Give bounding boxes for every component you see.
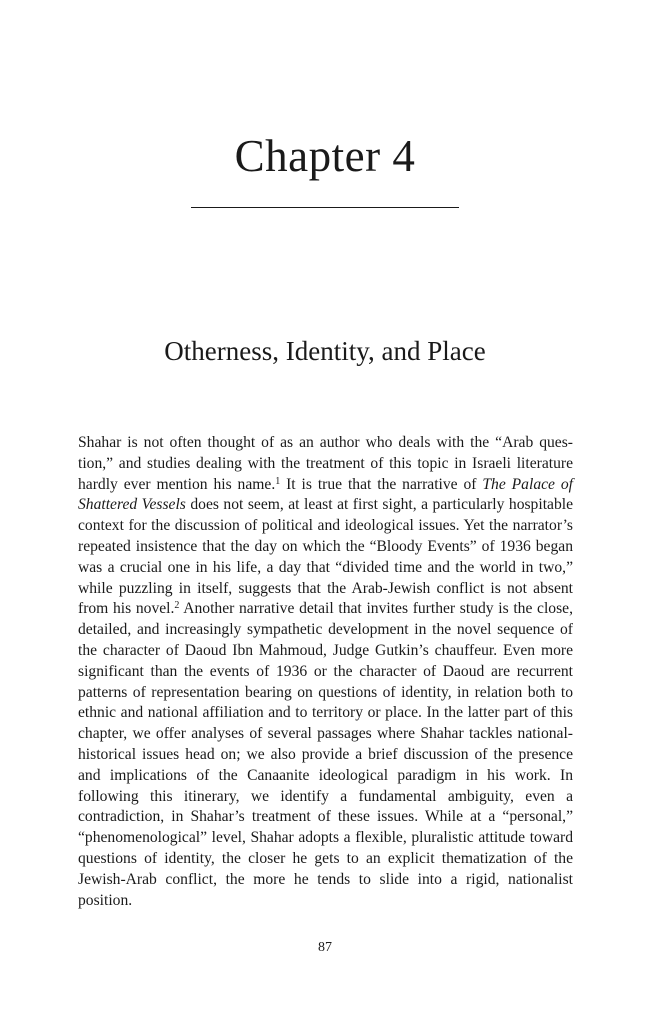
paragraph [78,433,573,911]
chapter-heading: Chapter 4 [234,131,416,181]
page-number: 87 [318,940,332,955]
text-run: Another narrative detail that invites further study is the close, detailed, and increasingly sympathetic development in the novel sequence of the character of Daoud Ibn Mahmoud, Judge Gutkin’s chauffeur. Even more significant than the events of 1936 or the character of Daoud are recurrent patterns of representation bearing on questions of identity, in relation both to ethnic and national affiliation and to territory or place. In the latter part of this chapter, we offer analyses of several passages where Shahar tackles national-historical issues head on; we also provide a brief discussion of the presence and implications of the Canaanite ideological paradigm in his work. In following this itinerary, we identify a fundamental ambiguity, even a contradiction, in Shahar’s treatment of these issues. While at a “personal,” “phenomenological” level, Shahar adopts a flexible, pluralistic attitude toward questions of identity, the closer he gets to an explicit thematization of the Jewish-Arab conflict, the more he tends to slide into a rigid, nationalist position. [78,600,573,909]
footnote-ref-2[interactable]: 2 [174,600,180,612]
book-title: The Palace of Shattered Vessels [78,475,573,514]
chapter-title: Otherness, Identity, and Place [164,336,486,366]
heading-rule [191,207,459,208]
text-run: does not seem, at least at first sight, a particularly hospitable context for the discussion of political and ideological issues. Yet the narrator’s repeated insistence that the day on which the “Bloody Events” of 1936 began was a crucial one in his life, a day that “divided time and the world in two,” while puzzling in itself, suggests that the Arab-Jewish conflict is not absent from his novel. [78,496,573,618]
body-text [78,433,573,911]
text-run: It is true that the narrative of [280,475,483,493]
footnote-ref-1[interactable]: 1 [275,475,281,487]
text-run: Shahar is not often thought of as an author who deals with the “Arab question,” and studies dealing with the treatment of this topic in Israeli literature hardly ever mention his name. [78,434,573,493]
